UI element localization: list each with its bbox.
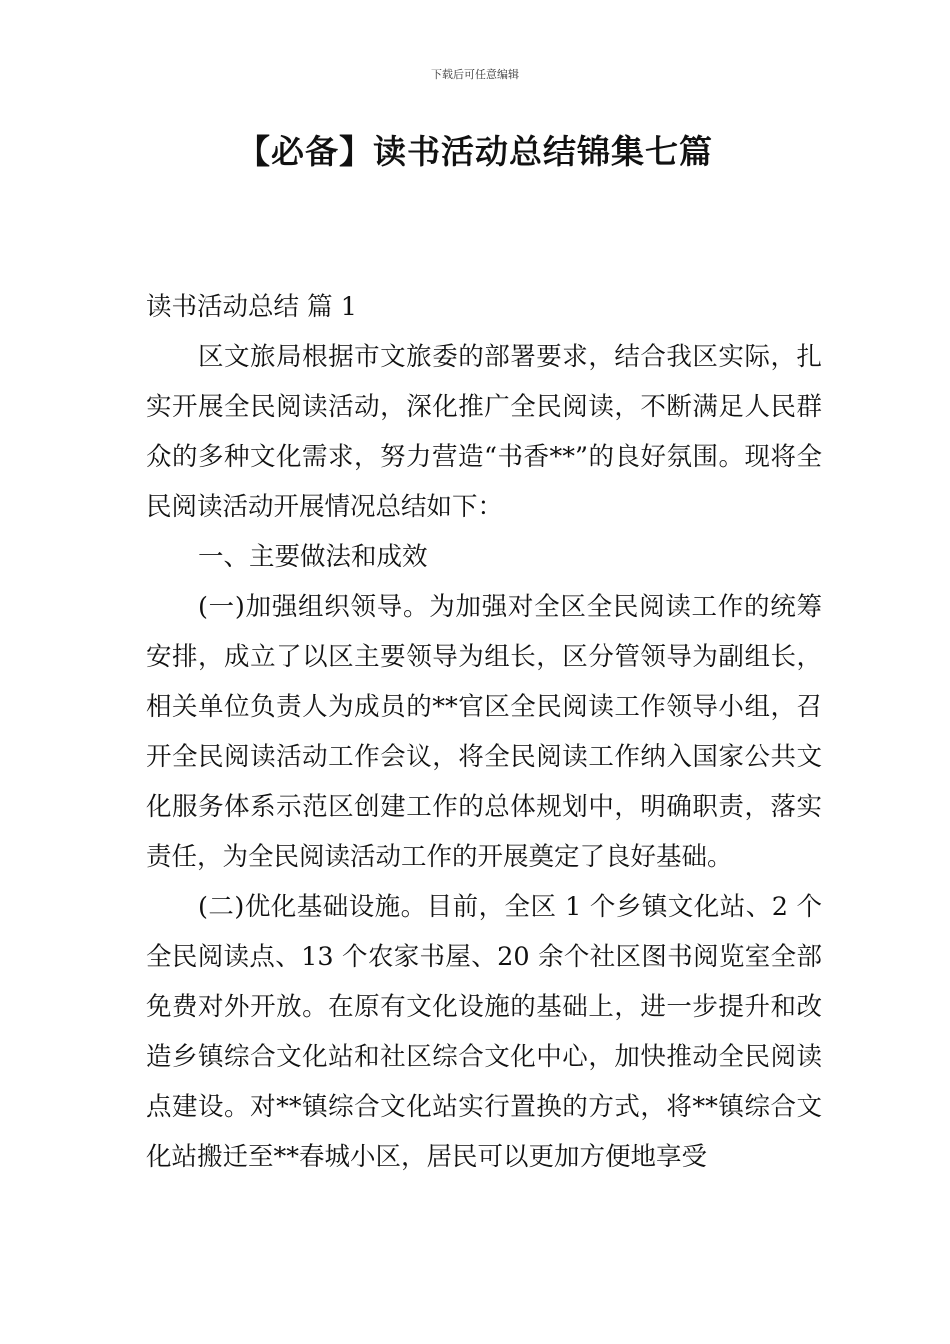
header-note: 下载后可任意编辑 [431, 68, 519, 81]
paragraph-intro: 区文旅局根据市文旅委的部署要求，结合我区实际，扎实开展全民阅读活动，深化推广全民阅读，不断满足人民群众的多种文化需求，努力营造“书香**”的良好氛围。现将全民阅读活动开展情况总结如下： [146, 342, 822, 522]
document-body [146, 282, 822, 1182]
paragraph-infrastructure: (二)优化基础设施。目前，全区 1 个乡镇文化站、2 个全民阅读点、13 个农家书屋、20 余个社区图书阅览室全部免费对外开放。在原有文化设施的基础上，进一步提升和改造乡镇综合文化站和社区综合文化中心，加快推动全民阅读点建设。对**镇综合文化站实行置换的方式，将**镇综合文化站搬迁至**春城小区，居民可以更加方便地享受 [146, 892, 822, 1172]
paragraph-heading-main-practices: 一、主要做法和成效 [198, 542, 428, 572]
section-heading: 读书活动总结 篇 1 [146, 292, 357, 322]
document-title: 【必备】读书活动总结锦集七篇 [237, 132, 713, 171]
paragraph-organization: (一)加强组织领导。为加强对全区全民阅读工作的统筹安排，成立了以区主要领导为组长，区分管领导为副组长，相关单位负责人为成员的**官区全民阅读工作领导小组，召开全民阅读活动工作会议，将全民阅读工作纳入国家公共文化服务体系示范区创建工作的总体规划中，明确职责，落实责任，为全民阅读活动工作的开展奠定了良好基础。 [146, 592, 822, 872]
